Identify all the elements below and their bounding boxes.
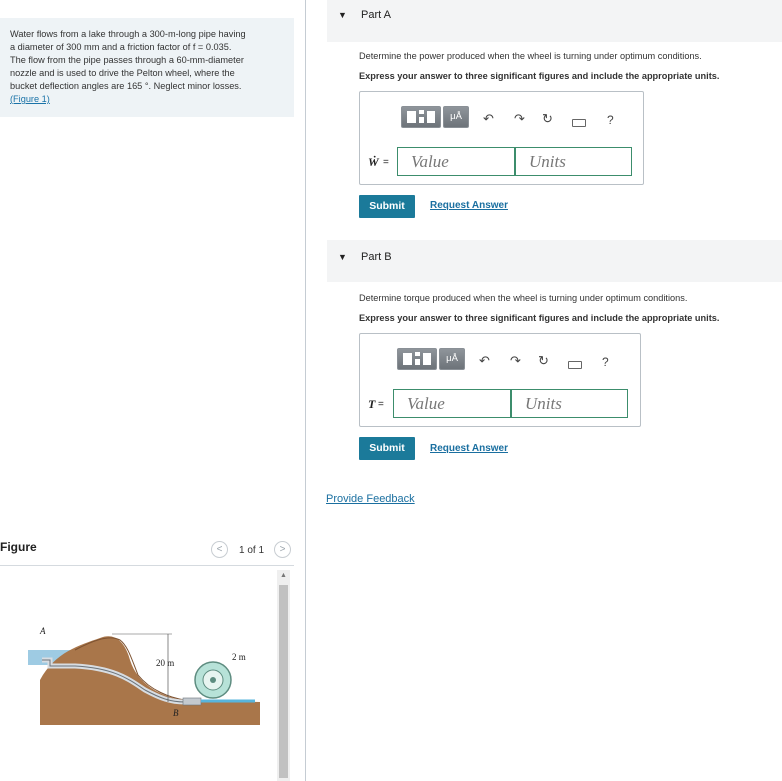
units-symbols-button[interactable]: μÅ: [439, 348, 465, 370]
part-b-submit-button[interactable]: Submit: [359, 437, 415, 460]
part-a-label: Part A: [361, 9, 391, 21]
part-b-variable: T: [368, 397, 376, 411]
problem-line: a diameter of 300 mm and a friction factor of f = 0.035.: [10, 42, 232, 52]
figure-scrollbar-thumb[interactable]: [279, 585, 288, 778]
templates-icon: [402, 107, 440, 127]
label-wheel-diameter: 2 m: [232, 652, 246, 662]
part-a-header[interactable]: [327, 0, 782, 42]
reset-icon[interactable]: ↻: [538, 353, 549, 368]
prev-figure-button[interactable]: [211, 541, 228, 558]
part-a-request-answer-link[interactable]: Request Answer: [430, 200, 508, 211]
figure-separator: [0, 565, 294, 566]
equals-sign: =: [383, 157, 389, 168]
part-b-units-input[interactable]: Units: [511, 389, 628, 418]
problem-line: Water flows from a lake through a 300-m-long pipe having: [10, 29, 246, 39]
templates-button[interactable]: [401, 106, 441, 128]
problem-line: nozzle and is used to drive the Pelton wheel, where the: [10, 68, 235, 78]
templates-icon: [398, 349, 436, 369]
part-a-prompt: Determine the power produced when the wheel is turning under optimum conditions.: [359, 51, 702, 61]
part-a-variable: Ẇ: [368, 155, 379, 169]
units-symbols-button[interactable]: μÅ: [443, 106, 469, 128]
problem-line: bucket deflection angles are 165 °. Neglect minor losses.: [10, 81, 242, 91]
part-b-value-input[interactable]: Value: [393, 389, 511, 418]
label-b: B: [173, 708, 179, 718]
figure-page-count: 1 of 1: [239, 545, 265, 556]
panel-divider: [305, 0, 306, 781]
chevron-left-icon: <: [216, 544, 223, 555]
label-height: 20 m: [156, 658, 175, 668]
help-icon[interactable]: ?: [602, 355, 609, 369]
part-b-label: Part B: [361, 251, 392, 263]
label-a: A: [40, 626, 46, 636]
caret-down-icon[interactable]: ▼: [338, 10, 347, 20]
part-b-request-answer-link[interactable]: Request Answer: [430, 443, 508, 454]
help-icon[interactable]: ?: [607, 113, 614, 127]
equals-sign: =: [378, 399, 384, 410]
part-a-submit-button[interactable]: Submit: [359, 195, 415, 218]
redo-icon[interactable]: ↷: [514, 111, 525, 126]
redo-icon[interactable]: ↷: [510, 353, 521, 368]
problem-line: The flow from the pipe passes through a 60-mm-diameter: [10, 55, 244, 65]
part-a-units-input[interactable]: Units: [515, 147, 632, 176]
figure-title: Figure: [0, 540, 37, 554]
part-a-value-input[interactable]: Value: [397, 147, 515, 176]
problem-statement: [10, 28, 288, 106]
keyboard-icon[interactable]: [568, 361, 582, 369]
undo-icon[interactable]: ↶: [479, 353, 490, 368]
provide-feedback-link[interactable]: Provide Feedback: [326, 493, 415, 505]
chevron-right-icon: >: [279, 544, 286, 555]
reset-icon[interactable]: ↻: [542, 111, 553, 126]
keyboard-icon[interactable]: [572, 119, 586, 127]
figure-link[interactable]: (Figure 1): [10, 94, 50, 104]
part-b-header[interactable]: [327, 240, 782, 282]
templates-button[interactable]: [397, 348, 437, 370]
part-a-instruction: Express your answer to three significant figures and include the appropriate units.: [359, 71, 720, 81]
next-figure-button[interactable]: [274, 541, 291, 558]
part-b-instruction: Express your answer to three significant figures and include the appropriate units.: [359, 313, 720, 323]
scroll-up-icon[interactable]: ▲: [280, 572, 287, 579]
caret-down-icon[interactable]: ▼: [338, 252, 347, 262]
undo-icon[interactable]: ↶: [483, 111, 494, 126]
pelton-wheel-figure: [20, 620, 270, 735]
part-b-prompt: Determine torque produced when the wheel is turning under optimum conditions.: [359, 293, 688, 303]
